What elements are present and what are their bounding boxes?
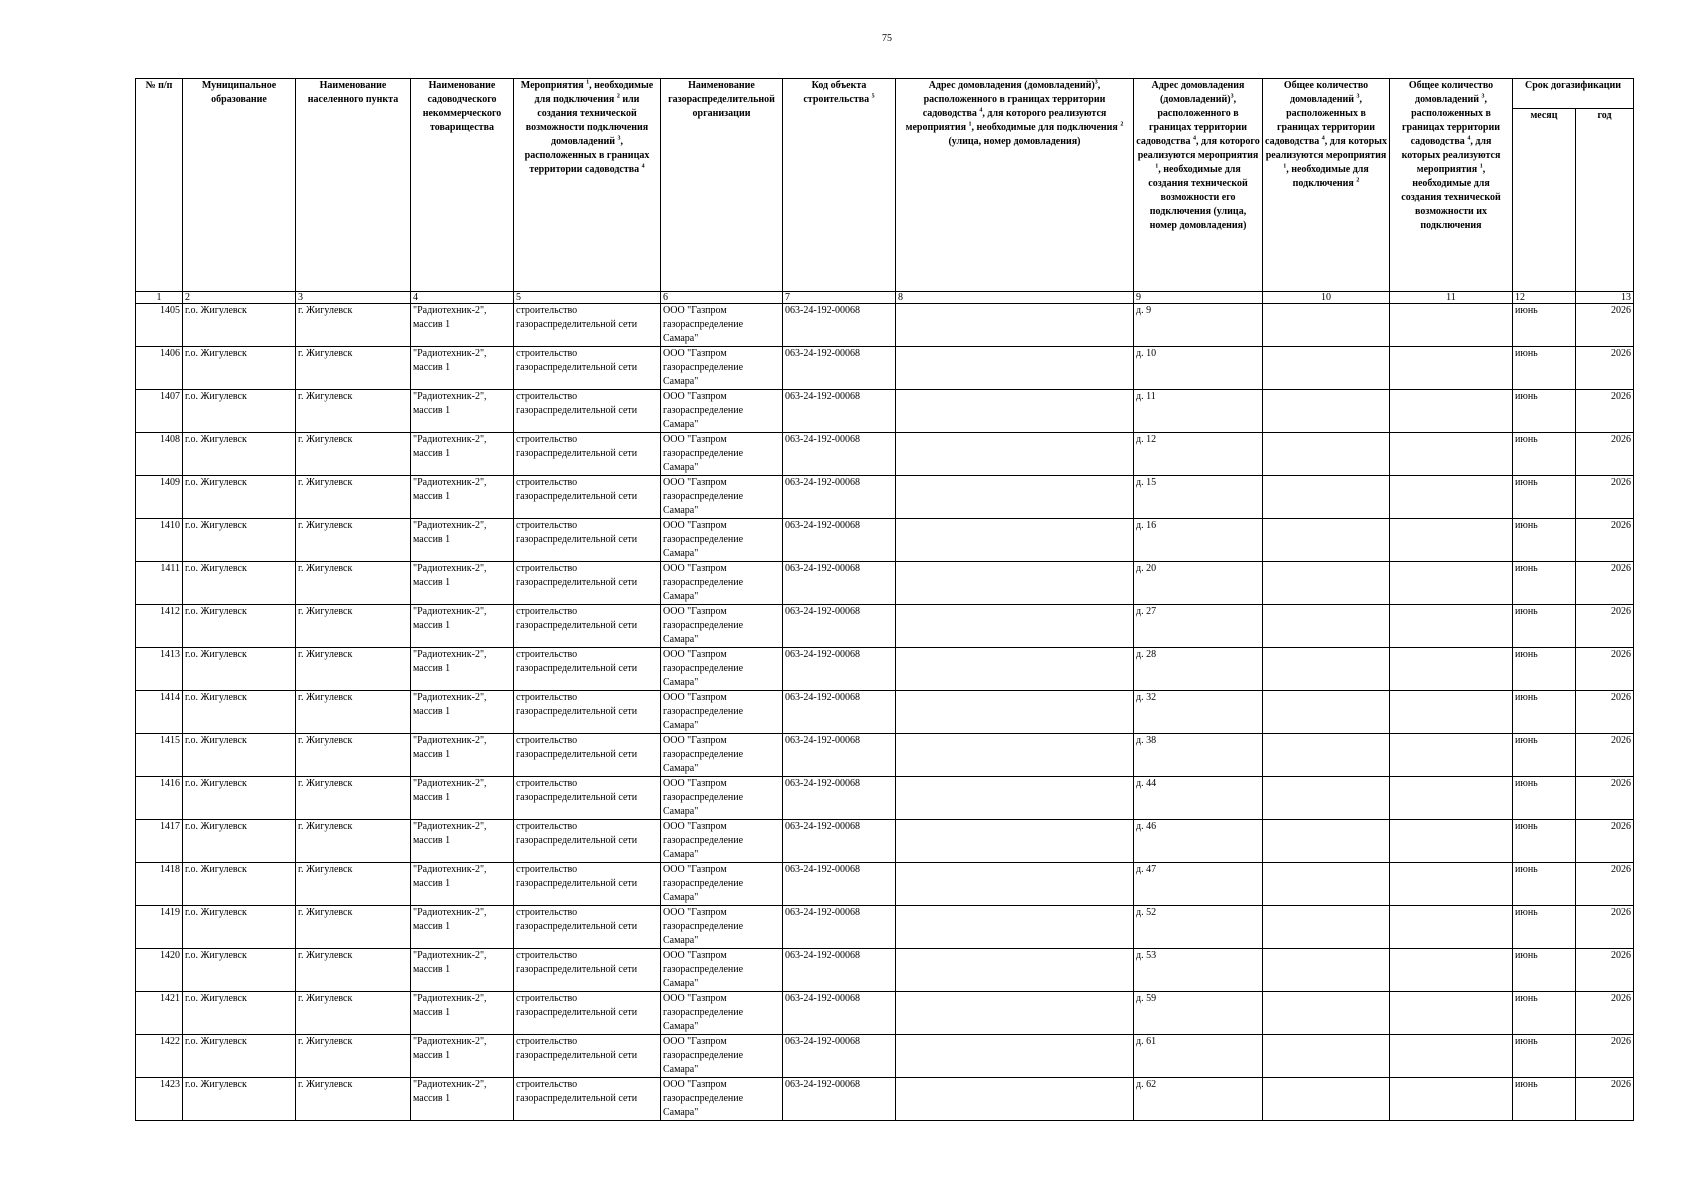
row-number-cell: 1412 (136, 605, 183, 648)
page-number: 75 (882, 33, 892, 44)
measure-cell: строительство газораспределительной сети (514, 949, 661, 992)
count-connection-cell (1263, 1078, 1390, 1121)
column-number-cell: 8 (896, 292, 1134, 304)
gasification-register-table (135, 78, 1634, 1121)
column-number-cell: 9 (1134, 292, 1263, 304)
month-cell: июнь (1513, 390, 1576, 433)
year-cell: 2026 (1576, 347, 1634, 390)
municipality-cell: г.о. Жигулевск (183, 1035, 296, 1078)
settlement-cell: г. Жигулевск (296, 777, 411, 820)
row-number-cell: 1414 (136, 691, 183, 734)
address-technical-cell: д. 32 (1134, 691, 1263, 734)
column-number-cell: 5 (514, 292, 661, 304)
measure-cell: строительство газораспределительной сети (514, 390, 661, 433)
header-num: № п/п (136, 79, 183, 292)
month-cell: июнь (1513, 734, 1576, 777)
count-technical-cell (1390, 906, 1513, 949)
object-code-cell: 063-24-192-00068 (783, 992, 896, 1035)
address-technical-cell: д. 20 (1134, 562, 1263, 605)
count-technical-cell (1390, 476, 1513, 519)
header-settlement: Наименование населенного пункта (296, 79, 411, 292)
row-number-cell: 1411 (136, 562, 183, 605)
gas-organization-cell: ООО "Газпром газораспределение Самара" (661, 347, 783, 390)
header-address-technical: Адрес домовладения (домовладений)$^3$, расположенного в границах территории садоводства $^4$, для которого реализуются мероприятия $^1$, необходимые для создания технической возможности его подключения (улица, номер домовладения) (1134, 79, 1263, 292)
address-connection-cell (896, 347, 1134, 390)
row-number-cell: 1413 (136, 648, 183, 691)
table-row (136, 605, 1634, 648)
snt-name-cell: "Радиотехник-2", массив 1 (411, 347, 514, 390)
object-code-cell: 063-24-192-00068 (783, 304, 896, 347)
gas-organization-cell: ООО "Газпром газораспределение Самара" (661, 949, 783, 992)
gas-organization-cell: ООО "Газпром газораспределение Самара" (661, 605, 783, 648)
header-object-code: Код объекта строительства $^5$ (783, 79, 896, 292)
table-row (136, 1078, 1634, 1121)
gas-organization-cell: ООО "Газпром газораспределение Самара" (661, 390, 783, 433)
row-number-cell: 1420 (136, 949, 183, 992)
address-technical-cell: д. 47 (1134, 863, 1263, 906)
count-technical-cell (1390, 390, 1513, 433)
settlement-cell: г. Жигулевск (296, 949, 411, 992)
count-connection-cell (1263, 949, 1390, 992)
address-technical-cell: д. 61 (1134, 1035, 1263, 1078)
address-technical-cell: д. 59 (1134, 992, 1263, 1035)
count-technical-cell (1390, 433, 1513, 476)
column-number-cell: 4 (411, 292, 514, 304)
settlement-cell: г. Жигулевск (296, 562, 411, 605)
address-connection-cell (896, 992, 1134, 1035)
year-cell: 2026 (1576, 562, 1634, 605)
month-cell: июнь (1513, 519, 1576, 562)
header-gas-org: Наименование газораспределительной организации (661, 79, 783, 292)
count-technical-cell (1390, 562, 1513, 605)
year-cell: 2026 (1576, 777, 1634, 820)
measure-cell: строительство газораспределительной сети (514, 906, 661, 949)
year-cell: 2026 (1576, 820, 1634, 863)
object-code-cell: 063-24-192-00068 (783, 390, 896, 433)
measure-cell: строительство газораспределительной сети (514, 863, 661, 906)
month-cell: июнь (1513, 691, 1576, 734)
row-number-cell: 1416 (136, 777, 183, 820)
measure-cell: строительство газораспределительной сети (514, 691, 661, 734)
table-row (136, 734, 1634, 777)
month-cell: июнь (1513, 304, 1576, 347)
year-cell: 2026 (1576, 433, 1634, 476)
count-connection-cell (1263, 734, 1390, 777)
snt-name-cell: "Радиотехник-2", массив 1 (411, 734, 514, 777)
address-connection-cell (896, 304, 1134, 347)
snt-name-cell: "Радиотехник-2", массив 1 (411, 433, 514, 476)
address-technical-cell: д. 62 (1134, 1078, 1263, 1121)
address-technical-cell: д. 9 (1134, 304, 1263, 347)
table-row (136, 648, 1634, 691)
object-code-cell: 063-24-192-00068 (783, 648, 896, 691)
month-cell: июнь (1513, 476, 1576, 519)
address-connection-cell (896, 605, 1134, 648)
municipality-cell: г.о. Жигулевск (183, 906, 296, 949)
row-number-cell: 1405 (136, 304, 183, 347)
settlement-cell: г. Жигулевск (296, 1078, 411, 1121)
table-row (136, 1035, 1634, 1078)
measure-cell: строительство газораспределительной сети (514, 304, 661, 347)
municipality-cell: г.о. Жигулевск (183, 1078, 296, 1121)
address-connection-cell (896, 476, 1134, 519)
object-code-cell: 063-24-192-00068 (783, 476, 896, 519)
column-number-cell: 10 (1263, 292, 1390, 304)
table-row (136, 820, 1634, 863)
table-row (136, 906, 1634, 949)
address-technical-cell: д. 15 (1134, 476, 1263, 519)
month-cell: июнь (1513, 777, 1576, 820)
snt-name-cell: "Радиотехник-2", массив 1 (411, 562, 514, 605)
snt-name-cell: "Радиотехник-2", массив 1 (411, 390, 514, 433)
municipality-cell: г.о. Жигулевск (183, 304, 296, 347)
measure-cell: строительство газораспределительной сети (514, 992, 661, 1035)
count-connection-cell (1263, 863, 1390, 906)
month-cell: июнь (1513, 992, 1576, 1035)
count-connection-cell (1263, 390, 1390, 433)
object-code-cell: 063-24-192-00068 (783, 777, 896, 820)
header-year: год (1576, 109, 1634, 292)
header-row (136, 79, 1634, 109)
month-cell: июнь (1513, 820, 1576, 863)
count-connection-cell (1263, 562, 1390, 605)
gas-organization-cell: ООО "Газпром газораспределение Самара" (661, 648, 783, 691)
object-code-cell: 063-24-192-00068 (783, 906, 896, 949)
table-body (136, 292, 1634, 1121)
table-row (136, 992, 1634, 1035)
address-connection-cell (896, 562, 1134, 605)
address-technical-cell: д. 44 (1134, 777, 1263, 820)
snt-name-cell: "Радиотехник-2", массив 1 (411, 1078, 514, 1121)
municipality-cell: г.о. Жигулевск (183, 949, 296, 992)
count-technical-cell (1390, 304, 1513, 347)
object-code-cell: 063-24-192-00068 (783, 734, 896, 777)
address-connection-cell (896, 949, 1134, 992)
snt-name-cell: "Радиотехник-2", массив 1 (411, 906, 514, 949)
address-technical-cell: д. 28 (1134, 648, 1263, 691)
gas-organization-cell: ООО "Газпром газораспределение Самара" (661, 820, 783, 863)
address-connection-cell (896, 734, 1134, 777)
address-technical-cell: д. 27 (1134, 605, 1263, 648)
table-row (136, 433, 1634, 476)
month-cell: июнь (1513, 562, 1576, 605)
snt-name-cell: "Радиотехник-2", массив 1 (411, 304, 514, 347)
count-technical-cell (1390, 777, 1513, 820)
header-month: месяц (1513, 109, 1576, 292)
column-number-cell: 6 (661, 292, 783, 304)
gas-organization-cell: ООО "Газпром газораспределение Самара" (661, 304, 783, 347)
settlement-cell: г. Жигулевск (296, 906, 411, 949)
count-technical-cell (1390, 648, 1513, 691)
measure-cell: строительство газораспределительной сети (514, 648, 661, 691)
address-technical-cell: д. 12 (1134, 433, 1263, 476)
address-connection-cell (896, 1078, 1134, 1121)
settlement-cell: г. Жигулевск (296, 648, 411, 691)
row-number-cell: 1422 (136, 1035, 183, 1078)
address-connection-cell (896, 519, 1134, 562)
settlement-cell: г. Жигулевск (296, 992, 411, 1035)
year-cell: 2026 (1576, 906, 1634, 949)
municipality-cell: г.о. Жигулевск (183, 562, 296, 605)
object-code-cell: 063-24-192-00068 (783, 347, 896, 390)
row-number-cell: 1421 (136, 992, 183, 1035)
gas-organization-cell: ООО "Газпром газораспределение Самара" (661, 863, 783, 906)
row-number-cell: 1406 (136, 347, 183, 390)
count-technical-cell (1390, 691, 1513, 734)
month-cell: июнь (1513, 1078, 1576, 1121)
year-cell: 2026 (1576, 734, 1634, 777)
municipality-cell: г.о. Жигулевск (183, 734, 296, 777)
gas-organization-cell: ООО "Газпром газораспределение Самара" (661, 1035, 783, 1078)
year-cell: 2026 (1576, 1078, 1634, 1121)
object-code-cell: 063-24-192-00068 (783, 519, 896, 562)
gas-organization-cell: ООО "Газпром газораспределение Самара" (661, 562, 783, 605)
count-technical-cell (1390, 347, 1513, 390)
month-cell: июнь (1513, 863, 1576, 906)
object-code-cell: 063-24-192-00068 (783, 820, 896, 863)
row-number-cell: 1408 (136, 433, 183, 476)
count-connection-cell (1263, 433, 1390, 476)
municipality-cell: г.о. Жигулевск (183, 863, 296, 906)
count-connection-cell (1263, 476, 1390, 519)
header-count-connection: Общее количество домовладений $^3$, расположенных в границах территории садоводства $^4$, для которых реализуются мероприятия $^1$, необходимые для подключения $^2$ (1263, 79, 1390, 292)
settlement-cell: г. Жигулевск (296, 734, 411, 777)
year-cell: 2026 (1576, 476, 1634, 519)
measure-cell: строительство газораспределительной сети (514, 820, 661, 863)
object-code-cell: 063-24-192-00068 (783, 605, 896, 648)
address-connection-cell (896, 820, 1134, 863)
count-connection-cell (1263, 1035, 1390, 1078)
snt-name-cell: "Радиотехник-2", массив 1 (411, 820, 514, 863)
settlement-cell: г. Жигулевск (296, 691, 411, 734)
count-technical-cell (1390, 992, 1513, 1035)
settlement-cell: г. Жигулевск (296, 347, 411, 390)
table-row (136, 777, 1634, 820)
count-technical-cell (1390, 863, 1513, 906)
column-number-cell: 11 (1390, 292, 1513, 304)
municipality-cell: г.о. Жигулевск (183, 691, 296, 734)
year-cell: 2026 (1576, 648, 1634, 691)
count-connection-cell (1263, 992, 1390, 1035)
measure-cell: строительство газораспределительной сети (514, 734, 661, 777)
measure-cell: строительство газораспределительной сети (514, 1078, 661, 1121)
year-cell: 2026 (1576, 519, 1634, 562)
column-number-cell: 1 (136, 292, 183, 304)
row-number-cell: 1410 (136, 519, 183, 562)
object-code-cell: 063-24-192-00068 (783, 562, 896, 605)
municipality-cell: г.о. Жигулевск (183, 347, 296, 390)
gas-organization-cell: ООО "Газпром газораспределение Самара" (661, 1078, 783, 1121)
count-technical-cell (1390, 949, 1513, 992)
table-row (136, 347, 1634, 390)
measure-cell: строительство газораспределительной сети (514, 519, 661, 562)
column-number-cell: 13 (1576, 292, 1634, 304)
count-connection-cell (1263, 820, 1390, 863)
address-connection-cell (896, 691, 1134, 734)
address-technical-cell: д. 38 (1134, 734, 1263, 777)
measure-cell: строительство газораспределительной сети (514, 433, 661, 476)
object-code-cell: 063-24-192-00068 (783, 863, 896, 906)
month-cell: июнь (1513, 605, 1576, 648)
year-cell: 2026 (1576, 949, 1634, 992)
snt-name-cell: "Радиотехник-2", массив 1 (411, 1035, 514, 1078)
count-technical-cell (1390, 1035, 1513, 1078)
column-number-cell: 7 (783, 292, 896, 304)
column-number-cell: 3 (296, 292, 411, 304)
gas-organization-cell: ООО "Газпром газораспределение Самара" (661, 992, 783, 1035)
municipality-cell: г.о. Жигулевск (183, 648, 296, 691)
settlement-cell: г. Жигулевск (296, 476, 411, 519)
snt-name-cell: "Радиотехник-2", массив 1 (411, 519, 514, 562)
snt-name-cell: "Радиотехник-2", массив 1 (411, 648, 514, 691)
count-technical-cell (1390, 1078, 1513, 1121)
year-cell: 2026 (1576, 304, 1634, 347)
table-row (136, 304, 1634, 347)
row-number-cell: 1417 (136, 820, 183, 863)
count-connection-cell (1263, 777, 1390, 820)
month-cell: июнь (1513, 648, 1576, 691)
measure-cell: строительство газораспределительной сети (514, 777, 661, 820)
year-cell: 2026 (1576, 390, 1634, 433)
count-technical-cell (1390, 734, 1513, 777)
measure-cell: строительство газораспределительной сети (514, 562, 661, 605)
gas-organization-cell: ООО "Газпром газораспределение Самара" (661, 519, 783, 562)
count-technical-cell (1390, 605, 1513, 648)
settlement-cell: г. Жигулевск (296, 863, 411, 906)
measure-cell: строительство газораспределительной сети (514, 1035, 661, 1078)
snt-name-cell: "Радиотехник-2", массив 1 (411, 605, 514, 648)
address-technical-cell: д. 10 (1134, 347, 1263, 390)
row-number-cell: 1407 (136, 390, 183, 433)
snt-name-cell: "Радиотехник-2", массив 1 (411, 949, 514, 992)
header-measures: Мероприятия $^1$, необходимые для подключения $^2$ или создания технической возможности подключения домовладений $^3$, расположенных в границах территории садоводства $^4$ (514, 79, 661, 292)
snt-name-cell: "Радиотехник-2", массив 1 (411, 992, 514, 1035)
header-count-technical: Общее количество домовладений $^3$, расположенных в границах территории садоводства $^4$, для которых реализуются мероприятия $^1$, необходимые для создания технической возможности их подключения (1390, 79, 1513, 292)
address-connection-cell (896, 390, 1134, 433)
municipality-cell: г.о. Жигулевск (183, 433, 296, 476)
object-code-cell: 063-24-192-00068 (783, 1078, 896, 1121)
row-number-cell: 1419 (136, 906, 183, 949)
table-row (136, 519, 1634, 562)
month-cell: июнь (1513, 906, 1576, 949)
address-technical-cell: д. 52 (1134, 906, 1263, 949)
table-row (136, 476, 1634, 519)
address-connection-cell (896, 777, 1134, 820)
object-code-cell: 063-24-192-00068 (783, 949, 896, 992)
count-connection-cell (1263, 519, 1390, 562)
gas-organization-cell: ООО "Газпром газораспределение Самара" (661, 734, 783, 777)
row-number-cell: 1409 (136, 476, 183, 519)
address-technical-cell: д. 11 (1134, 390, 1263, 433)
table-row (136, 949, 1634, 992)
settlement-cell: г. Жигулевск (296, 390, 411, 433)
address-connection-cell (896, 648, 1134, 691)
column-number-cell: 12 (1513, 292, 1576, 304)
gas-organization-cell: ООО "Газпром газораспределение Самара" (661, 777, 783, 820)
settlement-cell: г. Жигулевск (296, 605, 411, 648)
settlement-cell: г. Жигулевск (296, 519, 411, 562)
header-gasification-deadline: Срок догазификации (1513, 79, 1634, 109)
municipality-cell: г.о. Жигулевск (183, 605, 296, 648)
snt-name-cell: "Радиотехник-2", массив 1 (411, 777, 514, 820)
year-cell: 2026 (1576, 992, 1634, 1035)
measure-cell: строительство газораспределительной сети (514, 347, 661, 390)
year-cell: 2026 (1576, 1035, 1634, 1078)
month-cell: июнь (1513, 1035, 1576, 1078)
gas-organization-cell: ООО "Газпром газораспределение Самара" (661, 476, 783, 519)
table-row (136, 390, 1634, 433)
municipality-cell: г.о. Жигулевск (183, 820, 296, 863)
count-technical-cell (1390, 820, 1513, 863)
column-number-row (136, 292, 1634, 304)
count-connection-cell (1263, 691, 1390, 734)
month-cell: июнь (1513, 949, 1576, 992)
address-connection-cell (896, 906, 1134, 949)
municipality-cell: г.о. Жигулевск (183, 476, 296, 519)
address-connection-cell (896, 1035, 1134, 1078)
address-technical-cell: д. 46 (1134, 820, 1263, 863)
address-connection-cell (896, 433, 1134, 476)
count-connection-cell (1263, 906, 1390, 949)
gas-organization-cell: ООО "Газпром газораспределение Самара" (661, 906, 783, 949)
row-number-cell: 1418 (136, 863, 183, 906)
settlement-cell: г. Жигулевск (296, 820, 411, 863)
address-technical-cell: д. 53 (1134, 949, 1263, 992)
object-code-cell: 063-24-192-00068 (783, 691, 896, 734)
settlement-cell: г. Жигулевск (296, 433, 411, 476)
column-number-cell: 2 (183, 292, 296, 304)
municipality-cell: г.о. Жигулевск (183, 519, 296, 562)
year-cell: 2026 (1576, 605, 1634, 648)
settlement-cell: г. Жигулевск (296, 304, 411, 347)
settlement-cell: г. Жигулевск (296, 1035, 411, 1078)
municipality-cell: г.о. Жигулевск (183, 777, 296, 820)
municipality-cell: г.о. Жигулевск (183, 992, 296, 1035)
count-connection-cell (1263, 347, 1390, 390)
count-connection-cell (1263, 648, 1390, 691)
gas-organization-cell: ООО "Газпром газораспределение Самара" (661, 691, 783, 734)
municipality-cell: г.о. Жигулевск (183, 390, 296, 433)
header-snt: Наименование садоводческого некоммерческого товарищества (411, 79, 514, 292)
year-cell: 2026 (1576, 863, 1634, 906)
address-technical-cell: д. 16 (1134, 519, 1263, 562)
snt-name-cell: "Радиотехник-2", массив 1 (411, 691, 514, 734)
table-row (136, 863, 1634, 906)
count-connection-cell (1263, 304, 1390, 347)
count-technical-cell (1390, 519, 1513, 562)
object-code-cell: 063-24-192-00068 (783, 1035, 896, 1078)
count-connection-cell (1263, 605, 1390, 648)
gas-organization-cell: ООО "Газпром газораспределение Самара" (661, 433, 783, 476)
measure-cell: строительство газораспределительной сети (514, 476, 661, 519)
table-row (136, 562, 1634, 605)
year-cell: 2026 (1576, 691, 1634, 734)
address-connection-cell (896, 863, 1134, 906)
object-code-cell: 063-24-192-00068 (783, 433, 896, 476)
header-municipality: Муниципальное образование (183, 79, 296, 292)
row-number-cell: 1415 (136, 734, 183, 777)
month-cell: июнь (1513, 347, 1576, 390)
snt-name-cell: "Радиотехник-2", массив 1 (411, 863, 514, 906)
measure-cell: строительство газораспределительной сети (514, 605, 661, 648)
table-row (136, 691, 1634, 734)
row-number-cell: 1423 (136, 1078, 183, 1121)
snt-name-cell: "Радиотехник-2", массив 1 (411, 476, 514, 519)
header-address-connection: Адрес домовладения (домовладений)$^3$, расположенного в границах территории садоводства $^4$, для которого реализуются мероприятия $^1$, необходимые для подключения $^2$ (улица, номер домовладения) (896, 79, 1134, 292)
month-cell: июнь (1513, 433, 1576, 476)
